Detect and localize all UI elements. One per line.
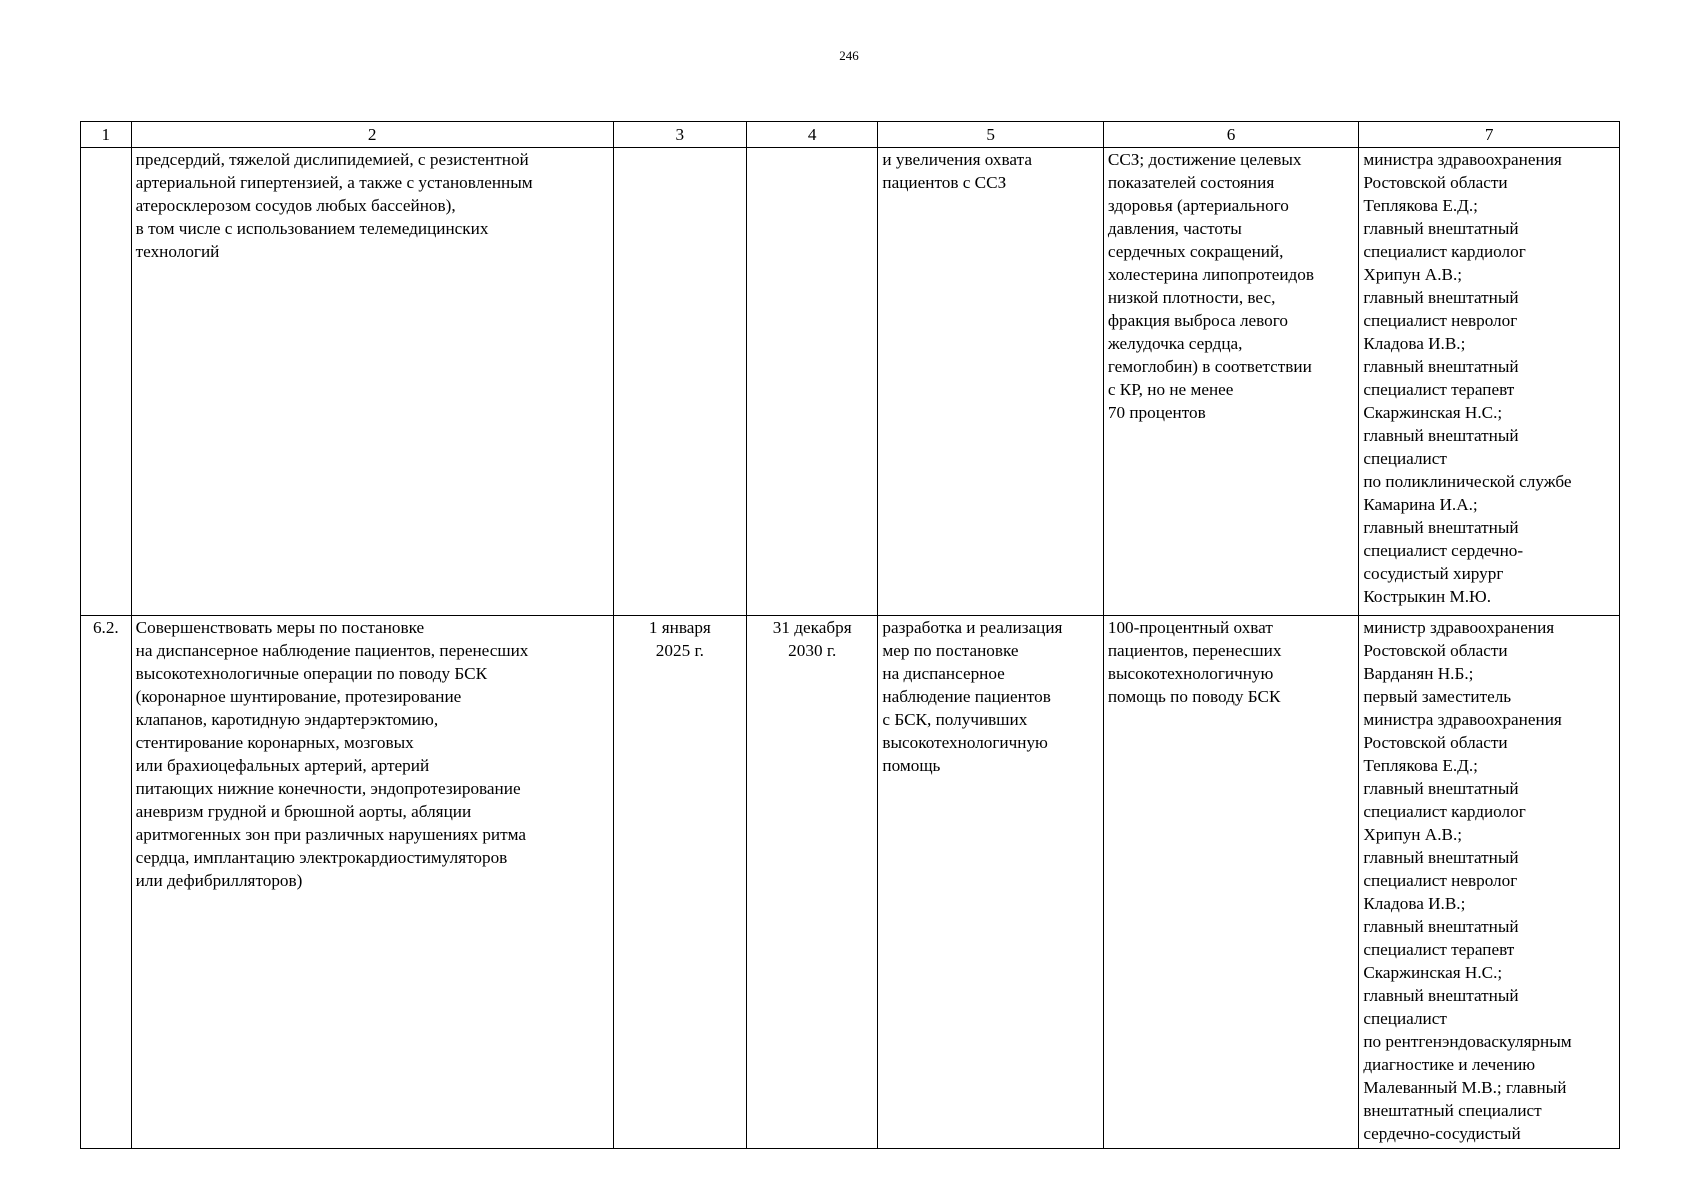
result-cell: разработка и реализация мер по постановке на диспансерное наблюдение пациентов с БСК, получивших высокотехнологичную помощь	[878, 616, 1103, 1149]
column-header-4: 4	[747, 122, 878, 148]
table-row	[81, 616, 1620, 1149]
indicator-cell: 100-процентный охват пациентов, перенесших высокотехнологичную помощь по поводу БСК	[1103, 616, 1358, 1149]
row-number-cell: 6.2.	[81, 616, 132, 1149]
column-header-1: 1	[81, 122, 132, 148]
column-header-2: 2	[131, 122, 613, 148]
column-header-3: 3	[613, 122, 746, 148]
column-header-7: 7	[1359, 122, 1620, 148]
table-header-row	[81, 122, 1620, 148]
end-date-cell	[747, 148, 878, 616]
row-number-cell	[81, 148, 132, 616]
page-number: 246	[839, 48, 859, 63]
responsible-cell: министра здравоохранения Ростовской области Теплякова Е.Д.; главный внештатный специалист кардиолог Хрипун А.В.; главный внештатный специалист невролог Кладова И.В.; главный внештатный специалист терапевт Скаржинская Н.С.; главный внештатный специалист по поликлинической службе Камарина И.А.; главный внештатный специалист сердечно- сосудистый хирург Кострыкин М.Ю.	[1359, 148, 1620, 616]
measure-cell: предсердий, тяжелой дислипидемией, с резистентной артериальной гипертензией, а также с установленным атеросклерозом сосудов любых бассейнов), в том числе с использованием телемедицинских технологий	[131, 148, 613, 616]
column-header-5: 5	[878, 122, 1103, 148]
measure-cell: Совершенствовать меры по постановке на диспансерное наблюдение пациентов, перенесших высокотехнологичные операции по поводу БСК (коронарное шунтирование, протезирование клапанов, каротидную эндартерэктомию, стентирование коронарных, мозговых или брахиоцефальных артерий, артерий питающих нижние конечности, эндопротезирование аневризм грудной и брюшной аорты, абляции аритмогенных зон при различных нарушениях ритма сердца, имплантацию электрокардиостимуляторов или дефибрилляторов)	[131, 616, 613, 1149]
start-date-cell: 1 января 2025 г.	[613, 616, 746, 1149]
result-cell: и увеличения охвата пациентов с ССЗ	[878, 148, 1103, 616]
start-date-cell	[613, 148, 746, 616]
responsible-cell: министр здравоохранения Ростовской области Варданян Н.Б.; первый заместитель министра здравоохранения Ростовской области Теплякова Е.Д.; главный внештатный специалист кардиолог Хрипун А.В.; главный внештатный специалист невролог Кладова И.В.; главный внештатный специалист терапевт Скаржинская Н.С.; главный внештатный специалист по рентгенэндоваскулярным диагностике и лечению Малеванный М.В.; главный внештатный специалист сердечно-сосудистый	[1359, 616, 1620, 1149]
measures-table	[80, 121, 1620, 1149]
column-header-6: 6	[1103, 122, 1358, 148]
table-row	[81, 148, 1620, 616]
indicator-cell: ССЗ; достижение целевых показателей состояния здоровья (артериального давления, частоты сердечных сокращений, холестерина липопротеидов низкой плотности, вес, фракция выброса левого желудочка сердца, гемоглобин) в соответствии с КР, но не менее 70 процентов	[1103, 148, 1358, 616]
end-date-cell: 31 декабря 2030 г.	[747, 616, 878, 1149]
